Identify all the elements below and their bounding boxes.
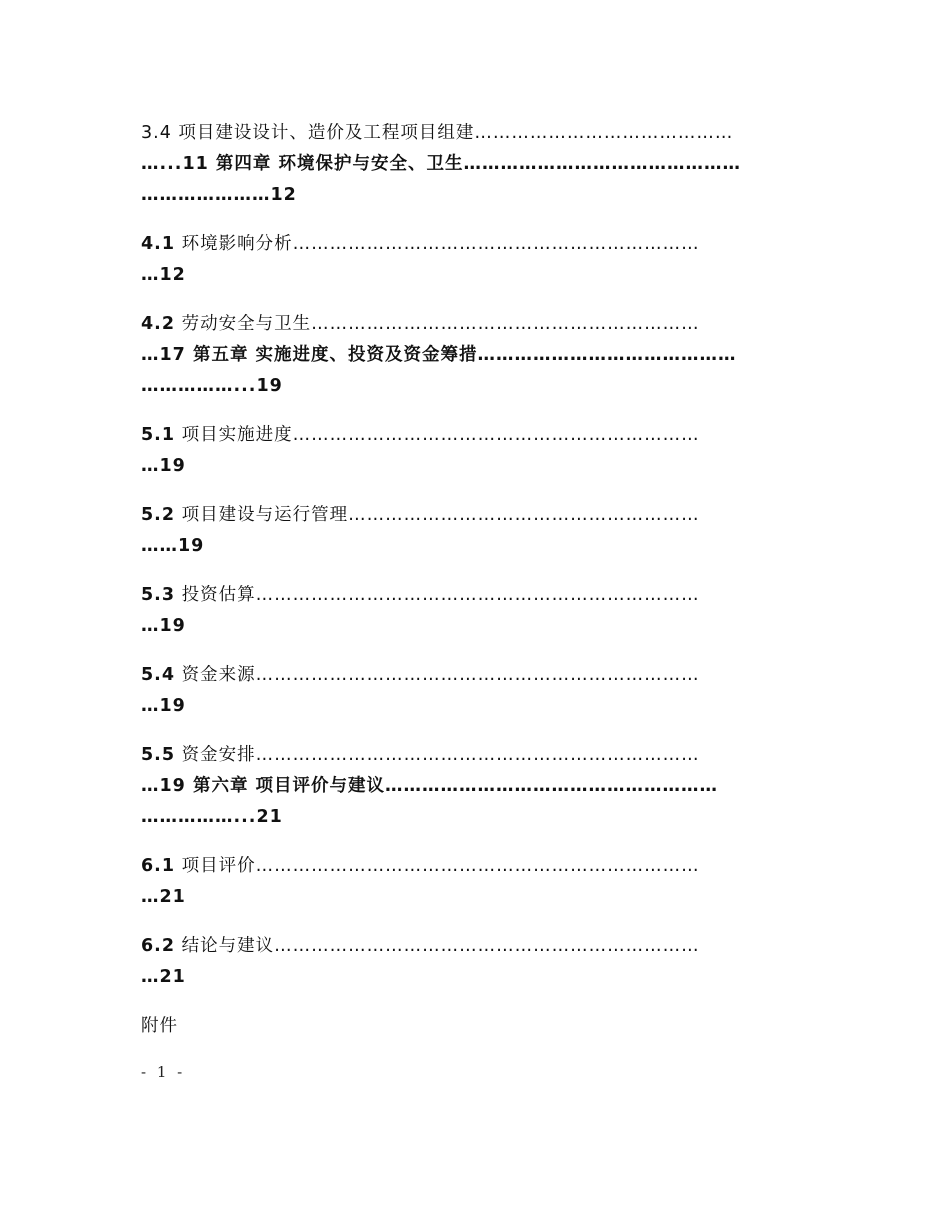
toc-title: 项目建设与运行管理………………………………………………… [175, 505, 700, 525]
toc-number: 4.2 [141, 314, 176, 334]
toc-page: …21 [141, 967, 186, 987]
toc-line: …19 第六章 项目评价与建议……………………………………………… [141, 776, 719, 796]
toc-number: 5.3 [141, 585, 176, 605]
spacer [141, 291, 821, 309]
toc-line: …17 第五章 实施进度、投资及资金筹措…………………………………… [141, 345, 737, 365]
toc-number: 5.5 [141, 745, 176, 765]
toc-title: 劳动安全与卫生……………………………………………………… [175, 314, 700, 334]
toc-line: 3.4 项目建设设计、造价及工程项目组建…………………………………… [141, 123, 734, 143]
toc-page: …19 [141, 456, 186, 476]
spacer [141, 913, 821, 931]
toc-entry-3-4[interactable] [141, 118, 821, 211]
toc-number: 6.1 [141, 856, 176, 876]
toc-entry-4-1[interactable] [141, 229, 821, 291]
toc-line: ……………...19 [141, 376, 283, 396]
toc-number: 5.4 [141, 665, 176, 685]
spacer [141, 211, 821, 229]
appendix-heading[interactable]: 附件 [141, 1016, 178, 1036]
toc-title: 环境影响分析………………………………………………………… [175, 234, 700, 254]
toc-title: 资金安排……………………………………………………………… [175, 745, 700, 765]
toc-entry-6-1[interactable] [141, 851, 821, 913]
spacer [141, 722, 821, 740]
toc-title: 结论与建议…………………………………………………………… [175, 936, 700, 956]
toc-title: 项目实施进度………………………………………………………… [175, 425, 700, 445]
toc-page: …19 [141, 616, 186, 636]
spacer [141, 642, 821, 660]
toc-number: 5.2 [141, 505, 176, 525]
toc-entry-5-5[interactable] [141, 740, 821, 833]
toc-page: …19 [141, 696, 186, 716]
toc-number: 5.1 [141, 425, 176, 445]
toc-entry-5-4[interactable] [141, 660, 821, 722]
toc-entry-5-2[interactable] [141, 500, 821, 562]
spacer [141, 402, 821, 420]
toc-page: …12 [141, 265, 186, 285]
toc-title: 投资估算……………………………………………………………… [175, 585, 700, 605]
toc-page: ……19 [141, 536, 205, 556]
page-number: - 1 - [141, 1063, 186, 1081]
toc-page: …21 [141, 887, 186, 907]
table-of-contents [141, 118, 821, 1042]
toc-entry-4-2[interactable] [141, 309, 821, 402]
toc-title: 项目评价……………………………………………………………… [175, 856, 700, 876]
toc-entry-5-1[interactable] [141, 420, 821, 482]
toc-title: 资金来源……………………………………………………………… [175, 665, 700, 685]
toc-number: 4.1 [141, 234, 176, 254]
toc-entry-5-3[interactable] [141, 580, 821, 642]
spacer [141, 562, 821, 580]
toc-line: ……………...21 [141, 807, 283, 827]
toc-line: …………………12 [141, 185, 297, 205]
spacer [141, 482, 821, 500]
spacer [141, 833, 821, 851]
toc-entry-6-2[interactable] [141, 931, 821, 993]
toc-number: 6.2 [141, 936, 176, 956]
spacer [141, 993, 821, 1011]
toc-line: …...11 第四章 环境保护与安全、卫生……………………………………… [141, 154, 741, 174]
